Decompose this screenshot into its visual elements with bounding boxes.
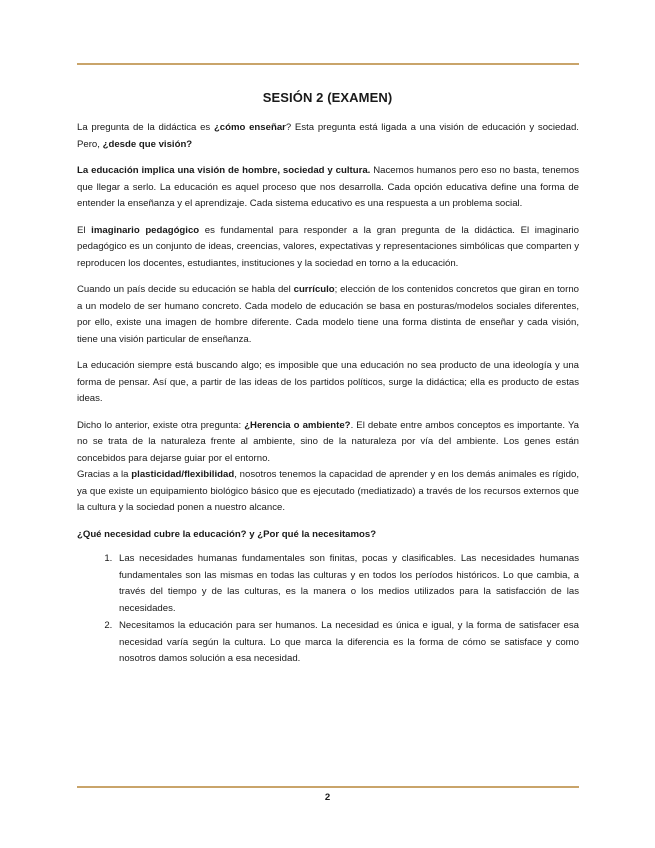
page-number: 2 (324, 792, 331, 803)
p7-text-a: Gracias a la (77, 469, 132, 480)
paragraph-6 (77, 418, 579, 468)
p6-text-a: Dicho lo anterior, existe otra pregunta: (77, 419, 245, 431)
list-item: 1. Las necesidades humanas fundamentales son finitas, pocas y clasificables. Las necesidades humanas fundamentales son las mismas en todas las culturas y en todos los períodos históricos. Lo que cambia, a través del tiempo y de las culturas, es la manera o los medios utilizados para la satisfacción de las necesidades. (115, 551, 579, 617)
list-item: 2. Necesitamos la educación para ser humanos. La necesidad es única e igual, y la forma de satisfacer esa necesidad varía según la cultura. Lo que marca la diferencia es la forma de cómo se satisface y como nosotros damos solución a esa necesidad. (115, 618, 579, 668)
p3-text-a: El (77, 224, 92, 236)
p1-text-a: La pregunta de la didáctica es (77, 122, 214, 133)
footer-rule (77, 786, 579, 788)
paragraph-4 (77, 282, 579, 348)
p4-bold-term: currículo (293, 284, 335, 295)
page-title: SESIÓN 2 (EXAMEN) (262, 90, 393, 105)
paragraph-3 (77, 223, 579, 273)
p7-text-c: , nosotros tenemos la capacidad de aprender y en los demás animales es rígido, ya que existe un equipamiento biológico básico que es ejecutado (mediatizado) a través de los recursos externos que la cultura y la sociedad ponen a nuestro alcance. (77, 469, 579, 513)
document-body (77, 120, 579, 669)
p4-text-c: ; elección de los contenidos concretos que giran en torno a un modelo de ser humano concreto. Cada modelo de educación se basa en posturas/modelos sociales diferentes, por ello, existe una imagen de hombre diferente. Cada modelo tiene una forma distinta de enseñar y cada visión, tiene una visión particular de enseñanza. (77, 284, 579, 345)
paragraph-5: La educación siempre está buscando algo; es imposible que una educación no sea producto de una ideología y una forma de pensar. Así que, a partir de las ideas de los partidos políticos, surge la didáctica; ella es producto de estas ideas. (77, 360, 579, 404)
p4-text-a: Cuando un país decide su educación se habla del (77, 284, 294, 295)
section-question (77, 527, 579, 544)
header-rule (77, 63, 579, 65)
p3-bold-term: imaginario pedagógico (91, 224, 200, 236)
p6-text-c: . El debate entre ambos conceptos es importante. Ya no se trata de la naturaleza frente al ambiente, sino de la naturaleza por vía del ambiente. Los genes están concebidos para dejarse guiar por el entorno. (77, 419, 579, 464)
p1-text-c: ? Esta pregunta está ligada a una visión de educación y sociedad. Pero, (77, 122, 579, 150)
p2-bold-lead: La educación implica una visión de hombre, sociedad y cultura. (77, 165, 371, 176)
paragraph-1 (77, 120, 579, 153)
question-text: ¿Qué necesidad cubre la educación? y ¿Por qué la necesitamos? (77, 528, 377, 540)
paragraph-7 (77, 467, 579, 517)
needs-list (77, 551, 579, 668)
p3-text-c: es fundamental para responder a la gran pregunta de la didáctica. El imaginario pedagógico es un conjunto de ideas, creencias, valores, expectativas y representaciones simbólicas que comparten y reproducen los docentes, estudiantes, instituciones y la sociedad en torno a la educación. (77, 224, 580, 269)
p7-bold-term: plasticidad/flexibilidad (131, 469, 235, 480)
p1-bold-vision: ¿desde que visión? (102, 138, 193, 150)
p2-text: Nacemos humanos pero eso no basta, tenemos que llegar a serlo. La educación es aquel proceso que nos desarrolla. Cada opción educativa define una forma de entender la enseñanza y el aprendizaje. Cada sistema educativo es una respuesta a un problema social. (77, 165, 579, 209)
p1-bold-question: ¿cómo enseñar (213, 122, 286, 133)
paragraph-2 (77, 163, 579, 213)
p6-bold-question: ¿Herencia o ambiente? (244, 419, 351, 431)
